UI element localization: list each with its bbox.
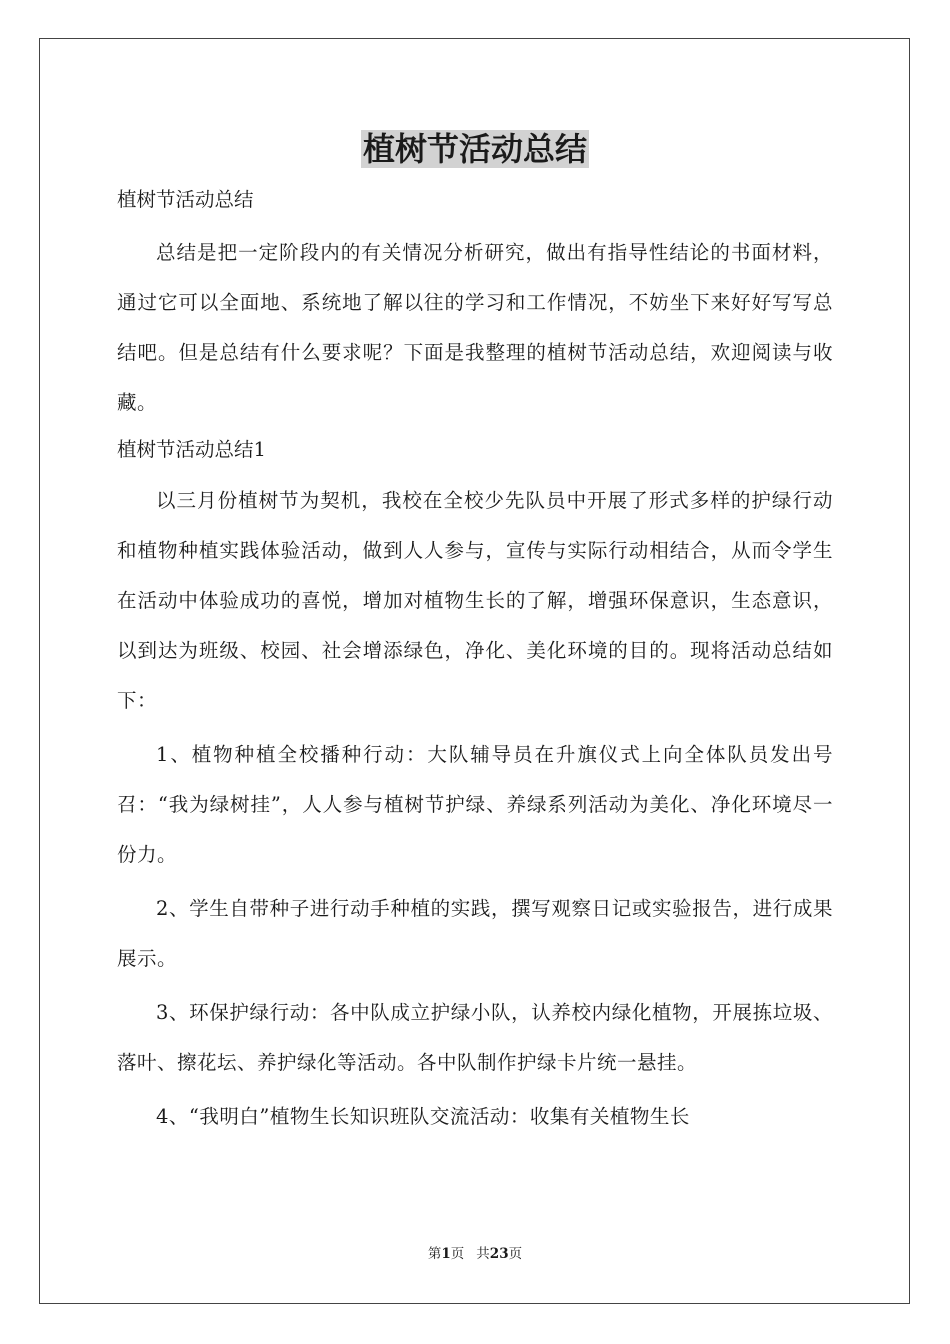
body-paragraph: 以三月份植树节为契机，我校在全校少先队员中开展了形式多样的护绿行动和植物种植实践体验活动，做到人人参与，宣传与实际行动相结合，从而令学生在活动中体验成功的喜悦，增加对植物生长的了解，增强环保意识，生态意识，以到达为班级、校园、社会增添绿色，净化、美化环境的目的。现将活动总结如下： (117, 489, 833, 712)
list-item-paragraph: 2、学生自带种子进行动手种植的实践，撰写观察日记或实验报告，进行成果展示。 (117, 897, 833, 970)
total-pages: 23 (489, 1246, 509, 1262)
document-title-text: 植树节活动总结 (362, 130, 587, 168)
page-label-prefix: 第 (427, 1246, 442, 1262)
section-heading: 植树节活动总结1 (117, 438, 266, 461)
intro-paragraph: 总结是把一定阶段内的有关情况分析研究，做出有指导性结论的书面材料，通过它可以全面地、系统地了解以往的学习和工作情况，不妨坐下来好好写写总结吧。但是总结有什么要求呢？下面是我整理的植树节活动总结，欢迎阅读与收藏。 (117, 241, 833, 414)
total-label-suffix: 页 (508, 1246, 523, 1262)
document-body (117, 178, 833, 1142)
list-item-paragraph: 1、植物种植全校播种行动：大队辅导员在升旗仪式上向全体队员发出号召：“我为绿树挂”，人人参与植树节护绿、养绿系列活动为美化、净化环境尽一份力。 (117, 743, 833, 866)
list-item-paragraph: 3、环保护绿行动：各中队成立护绿小队，认养校内绿化植物，开展拣垃圾、落叶、擦花坛、养护绿化等活动。各中队制作护绿卡片统一悬挂。 (117, 1001, 833, 1074)
page-number: 1 (441, 1246, 451, 1262)
document-title (0, 127, 950, 171)
document-subtitle: 植树节活动总结 (117, 188, 254, 211)
page-label-suffix: 页 (450, 1246, 465, 1262)
page-footer (0, 1244, 950, 1264)
list-item-paragraph: 4、“我明白”植物生长知识班队交流活动：收集有关植物生长 (156, 1105, 690, 1128)
total-label-prefix: 共 (476, 1246, 490, 1262)
